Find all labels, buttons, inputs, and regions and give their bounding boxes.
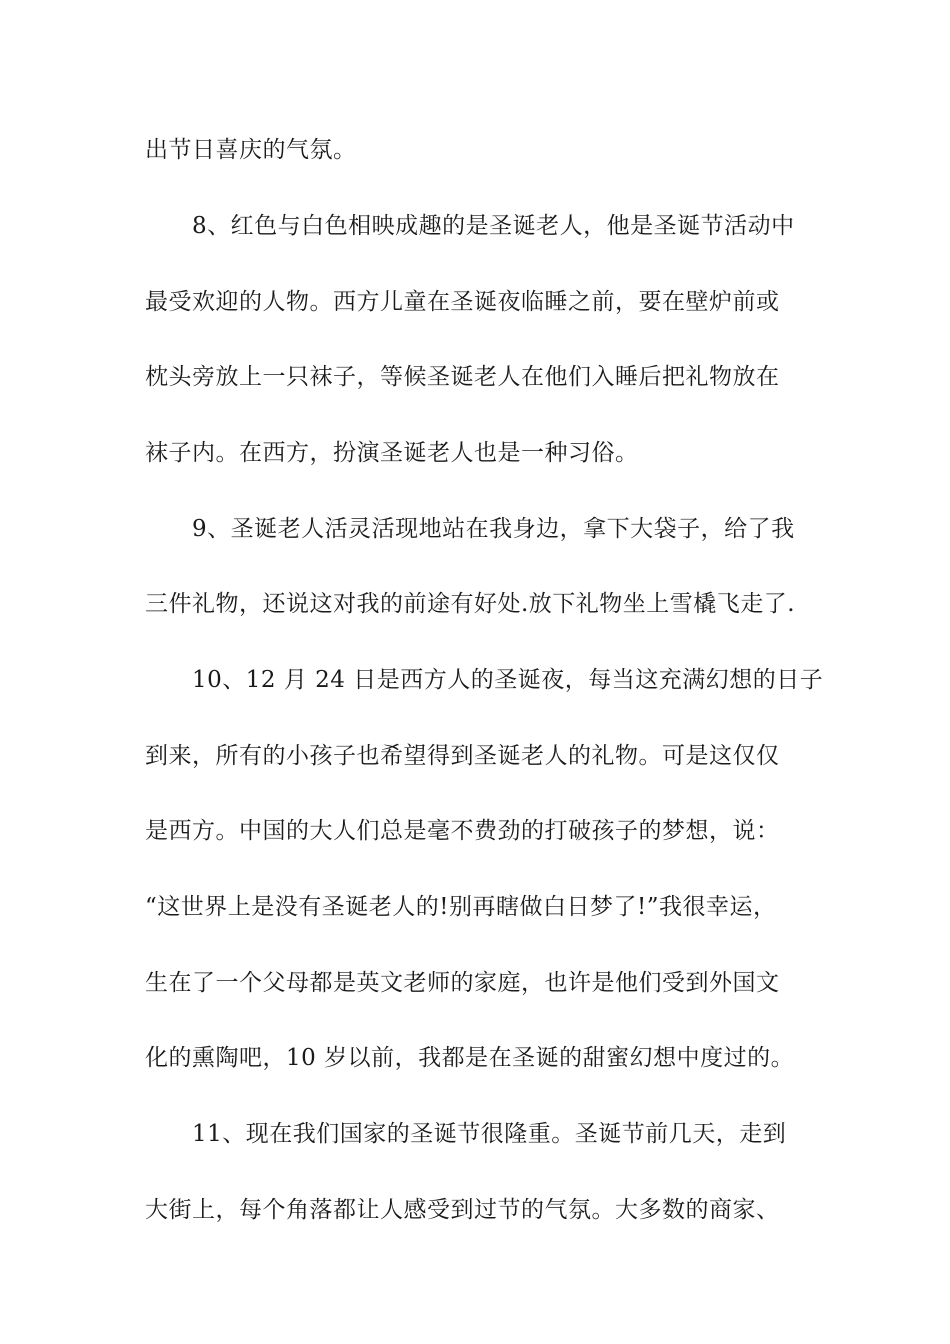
- paragraph-9-start: 9、圣诞老人活灵活现地站在我身边，拿下大袋子，给了我: [192, 516, 795, 542]
- text-line: 化的熏陶吧，10 岁以前，我都是在圣诞的甜蜜幻想中度过的。: [145, 1045, 795, 1071]
- text-line: 到来，所有的小孩子也希望得到圣诞老人的礼物。可是这仅仅: [145, 743, 780, 769]
- text-line: 大街上，每个角落都让人感受到过节的气氛。大多数的商家、: [145, 1197, 780, 1223]
- text-line: 是西方。中国的大人们总是毫不费劲的打破孩子的梦想，说：: [145, 818, 780, 844]
- paragraph-11-start: 11、现在我们国家的圣诞节很隆重。圣诞节前几天，走到: [192, 1121, 787, 1147]
- text-line: 出节日喜庆的气氛。: [145, 137, 357, 163]
- paragraph-8-start: 8、红色与白色相映成趣的是圣诞老人，他是圣诞节活动中: [192, 213, 795, 239]
- text-line: 最受欢迎的人物。西方儿童在圣诞夜临睡之前，要在壁炉前或: [145, 289, 780, 315]
- text-line: “这世界上是没有圣诞老人的!别再瞎做白日梦了!”我很幸运，: [145, 894, 777, 920]
- text-line: 袜子内。在西方，扮演圣诞老人也是一种习俗。: [145, 440, 639, 466]
- text-line: 枕头旁放上一只袜子，等候圣诞老人在他们入睡后把礼物放在: [145, 364, 780, 390]
- text-line: 生在了一个父母都是英文老师的家庭，也许是他们受到外国文: [145, 970, 780, 996]
- paragraph-10-start: 10、12 月 24 日是西方人的圣诞夜，每当这充满幻想的日子: [192, 667, 824, 693]
- text-line: 三件礼物，还说这对我的前途有好处.放下礼物坐上雪橇飞走了.: [145, 591, 796, 617]
